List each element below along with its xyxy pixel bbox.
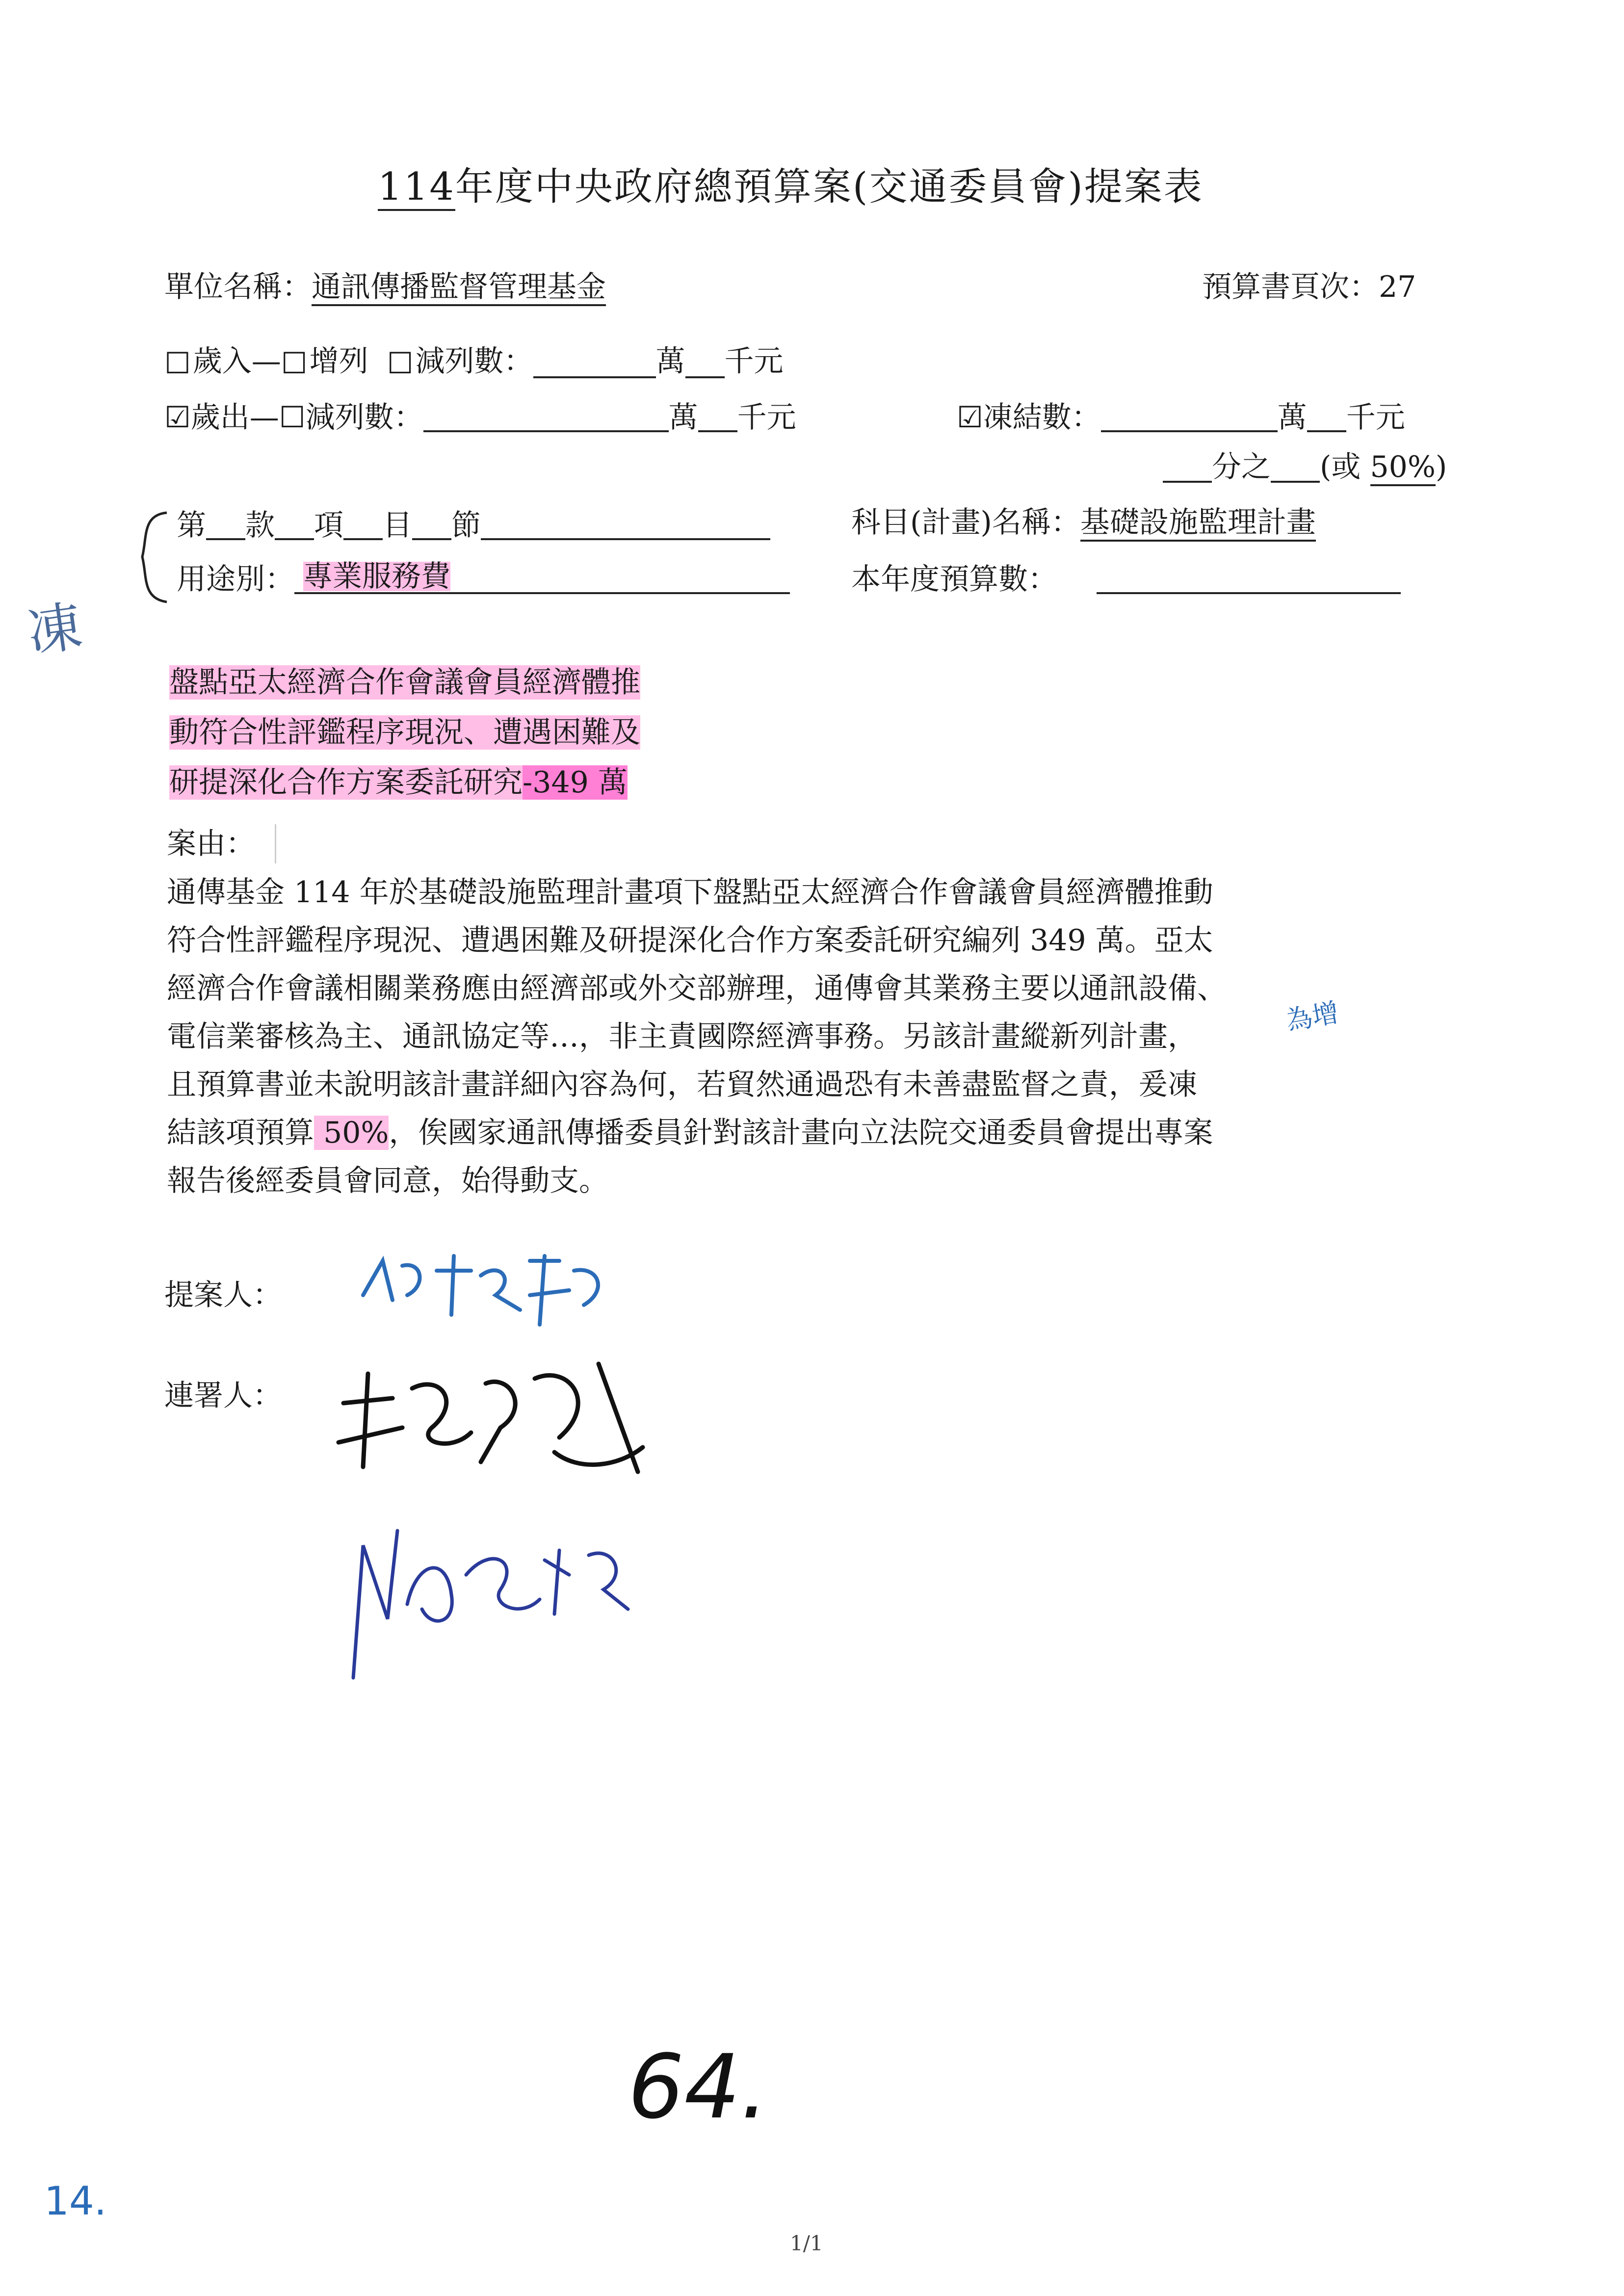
page-reference: 預算書頁次：27 xyxy=(1202,270,1416,304)
account-row xyxy=(851,505,1316,540)
expense-decrease-label: 減列數： xyxy=(305,400,423,435)
freeze-qian-unit: 千元 xyxy=(1346,400,1405,435)
cosigner-signature-1 xyxy=(324,1344,657,1521)
unit-label: 單位名稱： xyxy=(164,270,312,304)
reason-line-7: 報告後經委員會同意，始得動支。 xyxy=(167,1164,608,1198)
unit-value: 通訊傳播監督管理基金 xyxy=(312,270,606,306)
revenue-label: 歲入— xyxy=(192,344,281,379)
page-title xyxy=(378,165,1204,209)
expense-label: 歲出— xyxy=(190,400,279,435)
project-amount: -349 萬 xyxy=(523,765,628,800)
use-label: 用途別： xyxy=(177,562,294,597)
fraction-label: 分之 xyxy=(1212,450,1271,484)
use-row xyxy=(177,559,790,597)
kuan-prefix: 第 xyxy=(177,508,206,543)
title-text: 年度中央政府總預算案(交通委員會)提案表 xyxy=(455,165,1204,209)
fraction-close: ) xyxy=(1435,450,1447,484)
expense-row xyxy=(164,400,796,435)
title-year: 114 xyxy=(378,165,455,211)
footer-page: 1/1 xyxy=(790,2231,823,2255)
revenue-row xyxy=(164,344,784,381)
use-value: 專業服務費 xyxy=(303,559,450,594)
xiang-blank[interactable] xyxy=(275,508,314,540)
project-title-line-1: 盤點亞太經濟合作會議會員經濟體推 xyxy=(169,665,640,700)
project-title-line-2: 動符合性評鑑程序現況、遭遇困難及 xyxy=(169,715,640,750)
reason-line-1: 通傳基金 114 年於基礎設施監理計畫項下盤點亞太經濟合作會議會員經濟體推動 xyxy=(167,875,1213,910)
project-title xyxy=(169,657,640,808)
kuan-label: 款 xyxy=(245,508,275,543)
xiang-label: 項 xyxy=(314,508,343,543)
account-label: 科目(計畫)名稱： xyxy=(851,505,1080,540)
budget-blank[interactable] xyxy=(1097,561,1401,594)
jie-blank[interactable] xyxy=(412,508,451,540)
mu-label: 目 xyxy=(383,508,412,543)
proposer-label: 提案人： xyxy=(164,1278,282,1312)
freeze-label: 凍結數： xyxy=(983,400,1101,435)
reason-line-4: 電信業審核為主、通訊協定等…，非主責國際經濟事務。另該計畫縱新列計畫， xyxy=(167,1019,1197,1054)
expense-decrease-checkbox[interactable]: ☐ xyxy=(279,400,306,435)
increase-label: 增列 xyxy=(309,344,368,379)
mu-blank[interactable] xyxy=(343,508,383,540)
subject-bracket xyxy=(132,508,172,606)
freeze-wan-blank[interactable] xyxy=(1101,400,1278,432)
expense-wan-unit: 萬 xyxy=(668,400,698,435)
expense-qian-blank[interactable] xyxy=(698,400,737,432)
budget-row xyxy=(851,561,1401,597)
budget-label: 本年度預算數： xyxy=(851,562,1057,597)
expense-qian-unit: 千元 xyxy=(737,400,796,435)
reason-line-2: 符合性評鑑程序現況、遭遇困難及研提深化合作方案委託研究編列 349 萬。亞太 xyxy=(167,923,1213,958)
project-title-line-3: 研提深化合作方案委託研究 xyxy=(169,765,523,800)
or-label: (或 xyxy=(1320,450,1361,484)
fraction-denominator-blank[interactable] xyxy=(1163,450,1212,483)
use-field[interactable] xyxy=(294,561,790,594)
jie-value-blank[interactable] xyxy=(481,508,770,540)
cosigner-signature-2 xyxy=(334,1501,667,1707)
cosigner-label: 連署人： xyxy=(164,1379,282,1413)
freeze-wan-unit: 萬 xyxy=(1277,400,1307,435)
account-value: 基礎設施監理計畫 xyxy=(1080,505,1316,542)
revenue-checkbox[interactable]: ☐ xyxy=(164,346,191,381)
freeze-row xyxy=(957,400,1405,435)
proposer-signature xyxy=(353,1241,628,1349)
freeze-checkbox[interactable]: ☑ xyxy=(957,400,983,435)
expense-wan-blank[interactable] xyxy=(423,400,669,432)
reason-line-6b: ，俟國家通訊傳播委員針對該計畫向立法院交通委員會提出專案 xyxy=(389,1116,1213,1150)
fraction-row xyxy=(1163,450,1447,483)
decrease-checkbox[interactable]: ☐ xyxy=(387,346,414,381)
freeze-percent: 50% xyxy=(1370,450,1436,486)
increase-checkbox[interactable]: ☐ xyxy=(281,346,308,381)
revenue-wan-unit: 萬 xyxy=(655,344,685,379)
revenue-wan-blank[interactable] xyxy=(533,346,656,378)
subject-code-row xyxy=(177,508,770,543)
corner-number: 14. xyxy=(44,2178,107,2224)
expense-checkbox[interactable]: ☑ xyxy=(164,400,191,435)
reason-label: 案由： xyxy=(167,827,255,861)
handwritten-page-number: 64. xyxy=(628,2036,769,2139)
revenue-qian-blank[interactable] xyxy=(685,346,725,378)
revenue-qian-unit: 千元 xyxy=(724,344,784,379)
reason-line-5: 且預算書並未說明該計畫詳細內容為何，若貿然通過恐有未善盡監督之責，爰凍 xyxy=(167,1068,1197,1102)
unit-row xyxy=(164,272,606,302)
reason-freeze-pct: 50% xyxy=(314,1116,389,1150)
kuan-blank[interactable] xyxy=(206,508,245,540)
cursor-mark xyxy=(275,824,276,863)
reason-line-6a: 結該項預算 xyxy=(167,1116,314,1150)
jie-label: 節 xyxy=(451,508,481,543)
reason-line-6 xyxy=(167,1109,1550,1157)
margin-note: 凍 xyxy=(23,594,86,664)
reason-body xyxy=(167,868,1550,1205)
reason-line-3: 經濟合作會議相關業務應由經濟部或外交部辦理，通傳會其業務主要以通訊設備、 xyxy=(167,971,1227,1006)
decrease-label: 減列數： xyxy=(415,344,533,379)
handwritten-insert: 為增 xyxy=(1283,997,1341,1037)
freeze-qian-blank[interactable] xyxy=(1307,400,1346,432)
fraction-numerator-blank[interactable] xyxy=(1271,450,1320,483)
